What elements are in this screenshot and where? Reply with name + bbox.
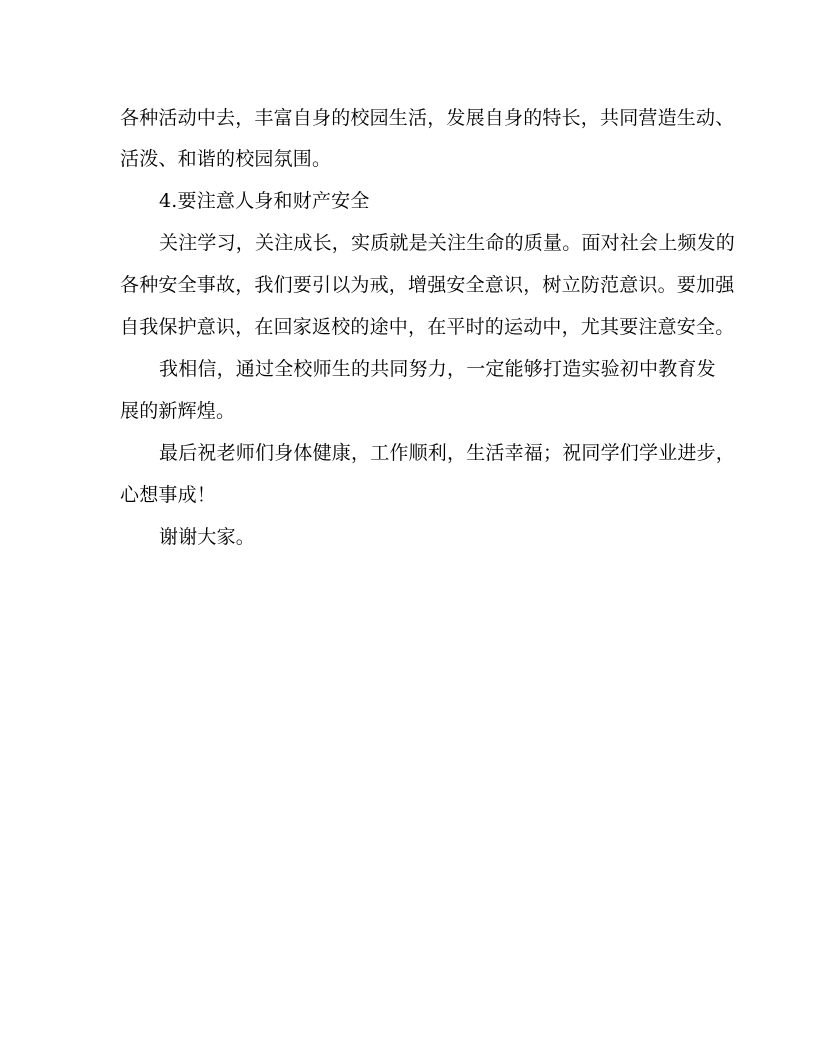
paragraph-line: 各种安全事故，我们要引以为戒，增强安全意识，树立防范意识。要加强 <box>120 274 735 296</box>
paragraph-line: 自我保护意识，在回家返校的途中，在平时的运动中，尤其要注意安全。 <box>120 316 735 338</box>
paragraph-line: 展的新辉煌。 <box>120 400 236 422</box>
paragraph-line: 活泼、和谐的校园氛围。 <box>120 148 332 170</box>
paragraph-line: 关注学习，关注成长，实质就是关注生命的质量。面对社会上频发的 <box>159 232 736 254</box>
paragraph-line: 心想事成！ <box>120 484 217 506</box>
section-heading: 4.要注意人身和财产安全 <box>159 190 370 212</box>
paragraph-line: 我相信，通过全校师生的共同努力，一定能够打造实验初中教育发 <box>159 358 716 380</box>
paragraph-line: 各种活动中去，丰富自身的校园生活，发展自身的特长，共同营造生动、 <box>120 107 735 129</box>
paragraph-line: 最后祝老师们身体健康，工作顺利，生活幸福；祝同学们学业进步， <box>159 442 736 464</box>
closing-line: 谢谢大家。 <box>159 526 256 548</box>
